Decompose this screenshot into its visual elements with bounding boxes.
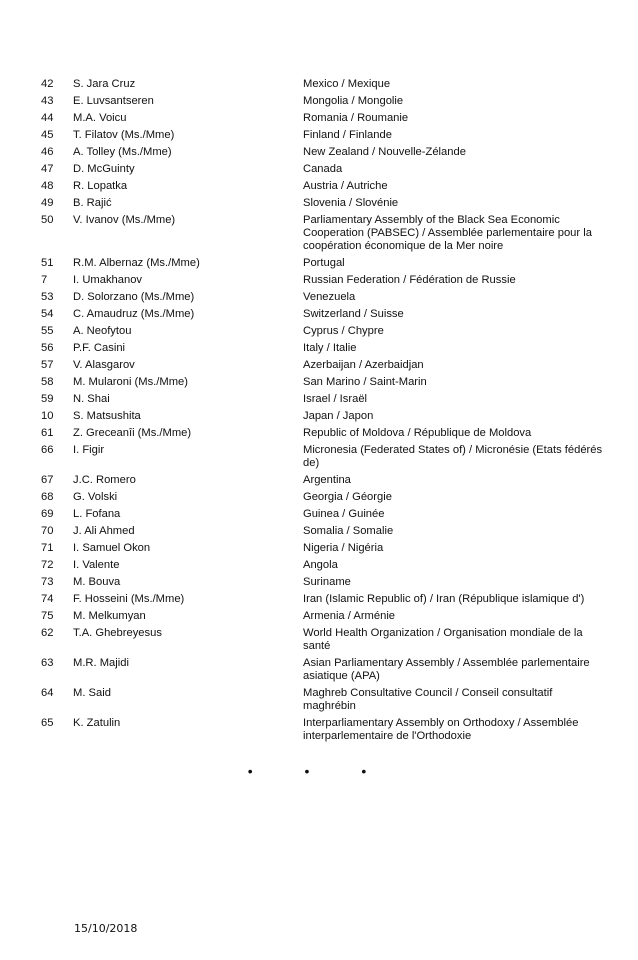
country-name: Georgia / Géorgie [303,491,392,503]
item-number: 51 [41,257,54,269]
list-item [0,575,638,592]
item-number: 75 [41,610,54,622]
list-item [0,290,638,307]
list-item [0,473,638,490]
list-item [0,111,638,128]
country-name: Suriname [303,576,351,588]
speaker-name: R. Lopatka [73,180,128,192]
country-name: Somalia / Somalie [303,525,394,537]
speaker-name: F. Hosseini (Ms./Mme) [73,593,185,605]
list-item [0,716,638,746]
speaker-name: I. Figir [73,444,105,456]
country-name: Mexico / Mexique [303,78,391,90]
country-name: Slovenia / Slovénie [303,197,399,209]
item-number: 73 [41,576,54,588]
speaker-name: R.M. Albernaz (Ms./Mme) [73,257,200,269]
country-name: Armenia / Arménie [303,610,396,622]
speaker-name: A. Tolley (Ms./Mme) [73,146,172,158]
country-name: Nigeria / Nigéria [303,542,384,554]
item-number: 63 [41,657,54,669]
speaker-name: T.A. Ghebreyesus [73,627,162,639]
speaker-name: J. Ali Ahmed [73,525,135,537]
speaker-name: M. Melkumyan [73,610,146,622]
speaker-name: G. Volski [73,491,118,503]
country-name: Interparliamentary Assembly on Orthodoxy / Assemblée interparlementaire de l'Orthodoxie [303,717,579,742]
speaker-name: M. Bouva [73,576,121,588]
country-name: Finland / Finlande [303,129,392,141]
country-name: Israel / Israël [303,393,368,405]
country-name: Angola [303,559,338,571]
item-number: 43 [41,95,54,107]
speakers-list [0,77,638,746]
item-number: 64 [41,687,54,699]
item-number: 72 [41,559,54,571]
country-name: Austria / Autriche [303,180,388,192]
item-number: 44 [41,112,54,124]
item-number: 61 [41,427,54,439]
section-separator: • • • [247,763,391,779]
speaker-name: T. Filatov (Ms./Mme) [73,129,175,141]
list-item [0,94,638,111]
item-number: 59 [41,393,54,405]
item-number: 58 [41,376,54,388]
country-name: San Marino / Saint-Marin [303,376,427,388]
list-item [0,162,638,179]
item-number: 45 [41,129,54,141]
speaker-name: A. Neofytou [73,325,132,337]
list-item [0,490,638,507]
speaker-name: I. Valente [73,559,120,571]
country-name: Russian Federation / Fédération de Russie [303,274,516,286]
item-number: 66 [41,444,54,456]
list-item [0,358,638,375]
country-name: Mongolia / Mongolie [303,95,404,107]
country-name: Republic of Moldova / République de Moldova [303,427,532,439]
item-number: 10 [41,410,54,422]
item-number: 53 [41,291,54,303]
list-item [0,307,638,324]
list-item [0,273,638,290]
country-name: Italy / Italie [303,342,357,354]
speaker-name: D. McGuinty [73,163,135,175]
list-item [0,443,638,473]
country-name: World Health Organization / Organisation mondiale de la santé [303,627,583,652]
speaker-name: K. Zatulin [73,717,121,729]
list-item [0,392,638,409]
list-item [0,128,638,145]
speaker-name: Z. Greceanîi (Ms./Mme) [73,427,192,439]
speaker-name: M.R. Majidi [73,657,129,669]
country-name: Azerbaijan / Azerbaidjan [303,359,424,371]
list-item [0,524,638,541]
list-item [0,77,638,94]
list-item [0,541,638,558]
list-item [0,609,638,626]
item-number: 48 [41,180,54,192]
country-name: Cyprus / Chypre [303,325,384,337]
speaker-name: D. Solorzano (Ms./Mme) [73,291,195,303]
list-item [0,507,638,524]
speaker-name: V. Alasgarov [73,359,135,371]
speaker-name: M. Said [73,687,111,699]
item-number: 7 [41,274,48,286]
item-number: 71 [41,542,54,554]
list-item [0,409,638,426]
speaker-name: P.F. Casini [73,342,126,354]
item-number: 50 [41,214,54,226]
list-item [0,213,638,256]
country-name: Switzerland / Suisse [303,308,404,320]
item-number: 54 [41,308,54,320]
list-item [0,256,638,273]
item-number: 70 [41,525,54,537]
speaker-name: M.A. Voicu [73,112,127,124]
list-item [0,686,638,716]
list-item [0,375,638,392]
speaker-name: V. Ivanov (Ms./Mme) [73,214,176,226]
country-name: Japan / Japon [303,410,374,422]
speaker-name: C. Amaudruz (Ms./Mme) [73,308,195,320]
item-number: 55 [41,325,54,337]
speaker-name: I. Samuel Okon [73,542,151,554]
list-item [0,592,638,609]
speaker-name: M. Mularoni (Ms./Mme) [73,376,188,388]
speaker-name: S. Matsushita [73,410,141,422]
country-name: Guinea / Guinée [303,508,385,520]
speaker-name: E. Luvsantseren [73,95,154,107]
country-name: Canada [303,163,343,175]
item-number: 69 [41,508,54,520]
speaker-name: L. Fofana [73,508,121,520]
country-name: Parliamentary Assembly of the Black Sea Economic Cooperation (PABSEC) / Assemblée parlementaire pour la coopération économique de la Mer noire [303,214,592,252]
country-name: Romania / Roumanie [303,112,409,124]
country-name: Micronesia (Federated States of) / Micronésie (Etats fédérés de) [303,444,603,469]
list-item [0,656,638,686]
list-item [0,324,638,341]
country-name: Asian Parliamentary Assembly / Assemblée parlementaire asiatique (APA) [303,657,590,682]
item-number: 46 [41,146,54,158]
list-item [0,426,638,443]
item-number: 57 [41,359,54,371]
list-item [0,558,638,575]
list-item [0,341,638,358]
item-number: 65 [41,717,54,729]
list-item [0,196,638,213]
item-number: 42 [41,78,54,90]
country-name: Venezuela [303,291,356,303]
country-name: New Zealand / Nouvelle-Zélande [303,146,466,158]
speaker-name: J.C. Romero [73,474,136,486]
footer-date: 15/10/2018 [74,922,138,935]
speaker-name: I. Umakhanov [73,274,143,286]
item-number: 68 [41,491,54,503]
country-name: Argentina [303,474,351,486]
speaker-name: S. Jara Cruz [73,78,136,90]
item-number: 49 [41,197,54,209]
country-name: Portugal [303,257,345,269]
list-item [0,145,638,162]
country-name: Maghreb Consultative Council / Conseil consultatif maghrébin [303,687,553,712]
item-number: 47 [41,163,54,175]
list-item [0,626,638,656]
speaker-name: N. Shai [73,393,110,405]
item-number: 56 [41,342,54,354]
item-number: 67 [41,474,54,486]
list-item [0,179,638,196]
country-name: Iran (Islamic Republic of) / Iran (République islamique d') [303,593,585,605]
item-number: 62 [41,627,54,639]
speaker-name: B. Rajić [73,197,112,209]
item-number: 74 [41,593,54,605]
